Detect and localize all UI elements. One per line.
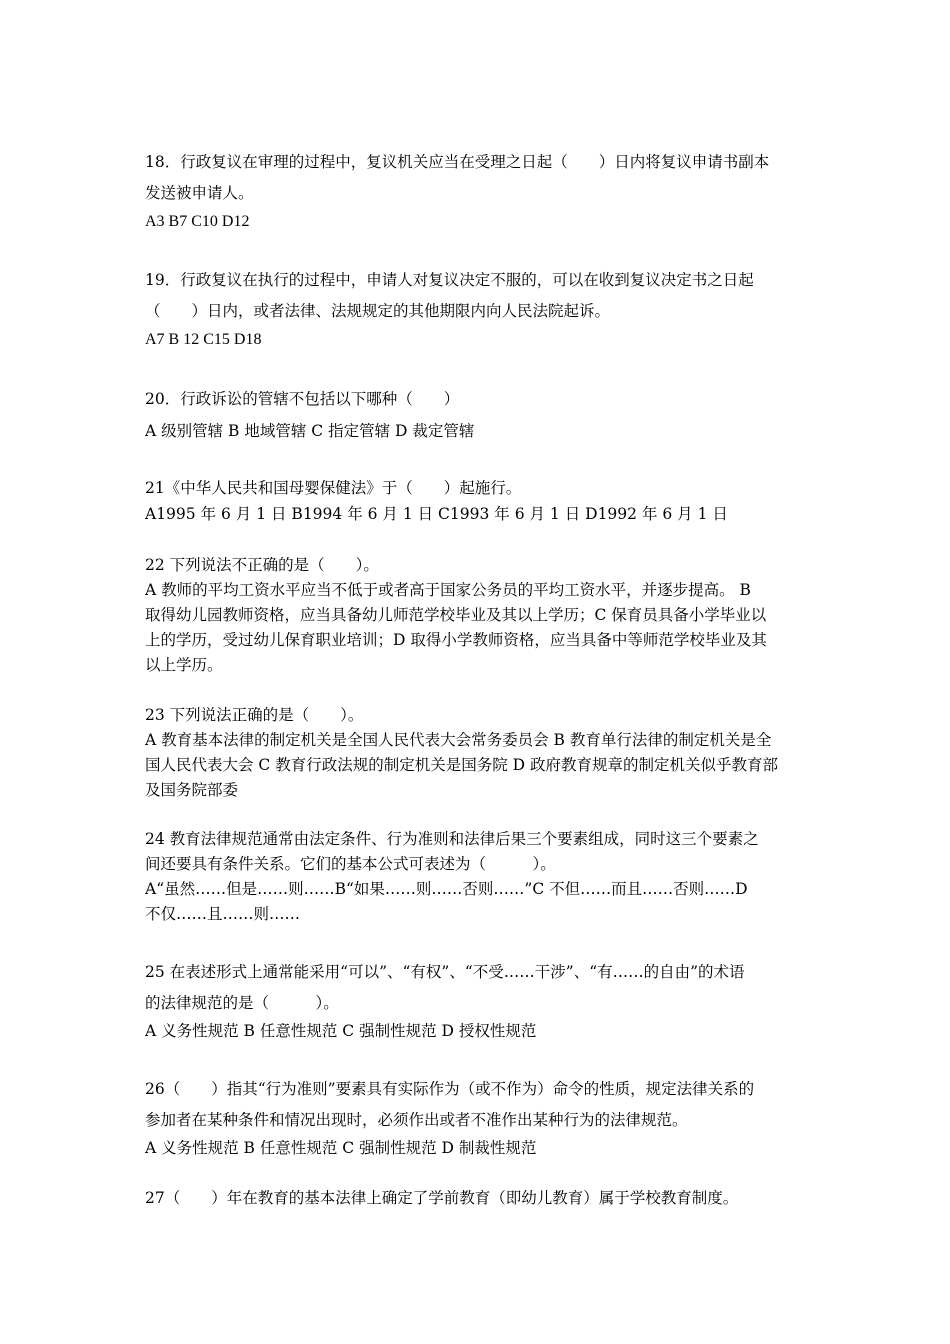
- question-26-line-2: 参加者在某种条件和情况出现时，必须作出或者不准作出某种行为的法律规范。: [145, 1111, 688, 1129]
- question-18-line-2: 发送被申请人。: [145, 184, 254, 202]
- question-24-line-4: 不仅……且……则……: [145, 905, 301, 923]
- question-19-line-1: 19．行政复议在执行的过程中，申请人对复议决定不服的，可以在收到复议决定书之日起: [145, 271, 754, 289]
- question-23-line-4: 及国务院部委: [145, 781, 239, 799]
- question-18-line-1: 18．行政复议在审理的过程中，复议机关应当在受理之日起（ ）日内将复议申请书副本: [145, 153, 770, 171]
- question-24-line-3: A“虽然……但是……则……B“如果……则……否则……”C 不但……而且……否则……D: [145, 880, 748, 898]
- question-20-options: A 级别管辖 B 地域管辖 C 指定管辖 D 裁定管辖: [145, 422, 475, 440]
- question-22-line-5: 以上学历。: [145, 656, 223, 674]
- question-21-line-1: 21《中华人民共和国母婴保健法》于（ ）起施行。: [145, 479, 522, 497]
- question-20-line-1: 20．行政诉讼的管辖不包括以下哪种（ ）: [145, 390, 460, 408]
- question-27-line-1: 27（ ）年在教育的基本法律上确定了学前教育（即幼儿教育）属于学校教育制度。: [145, 1189, 739, 1207]
- question-19-options: A7 B 12 C15 D18: [145, 331, 262, 348]
- question-22-line-2: A 教师的平均工资水平应当不低于或者高于国家公务员的平均工资水平，并逐步提高。 B: [145, 581, 751, 599]
- question-24-line-2: 间还要具有条件关系。它们的基本公式可表述为（ ）。: [145, 855, 556, 873]
- question-22-line-1: 22 下列说法不正确的是（ ）。: [145, 556, 379, 574]
- question-18-options: A3 B7 C10 D12: [145, 213, 250, 230]
- question-22-line-4: 上的学历，受过幼儿保育职业培训；D 取得小学教师资格，应当具备中等师范学校毕业及其: [145, 631, 767, 649]
- question-23-line-1: 23 下列说法正确的是（ ）。: [145, 706, 364, 724]
- question-26-line-1: 26（ ）指其“行为准则”要素具有实际作为（或不作为）命令的性质，规定法律关系的: [145, 1080, 755, 1098]
- question-23-line-2: A 教育基本法律的制定机关是全国人民代表大会常务委员会 B 教育单行法律的制定机关是全: [145, 731, 772, 749]
- question-26-options: A 义务性规范 B 任意性规范 C 强制性规范 D 制裁性规范: [145, 1139, 537, 1157]
- question-21-options: A1995 年 6 月 1 日 B1994 年 6 月 1 日 C1993 年 6 月 1 日 D1992 年 6 月 1 日: [145, 505, 728, 523]
- question-25-options: A 义务性规范 B 任意性规范 C 强制性规范 D 授权性规范: [145, 1022, 537, 1040]
- question-19-line-2: （ ）日内，或者法律、法规规定的其他期限内向人民法院起诉。: [145, 302, 611, 320]
- question-23-line-3: 国人民代表大会 C 教育行政法规的制定机关是国务院 D 政府教育规章的制定机关似乎教育部: [145, 756, 778, 774]
- question-25-line-2: 的法律规范的是（ ）。: [145, 994, 339, 1012]
- question-24-line-1: 24 教育法律规范通常由法定条件、行为准则和法律后果三个要素组成，同时这三个要素之: [145, 830, 759, 848]
- question-25-line-1: 25 在表述形式上通常能采用“可以”、“有权”、“不受……干涉”、“有……的自由”的术语: [145, 963, 745, 981]
- question-22-line-3: 取得幼儿园教师资格，应当具备幼儿师范学校毕业及其以上学历；C 保育员具备小学毕业以: [145, 606, 767, 624]
